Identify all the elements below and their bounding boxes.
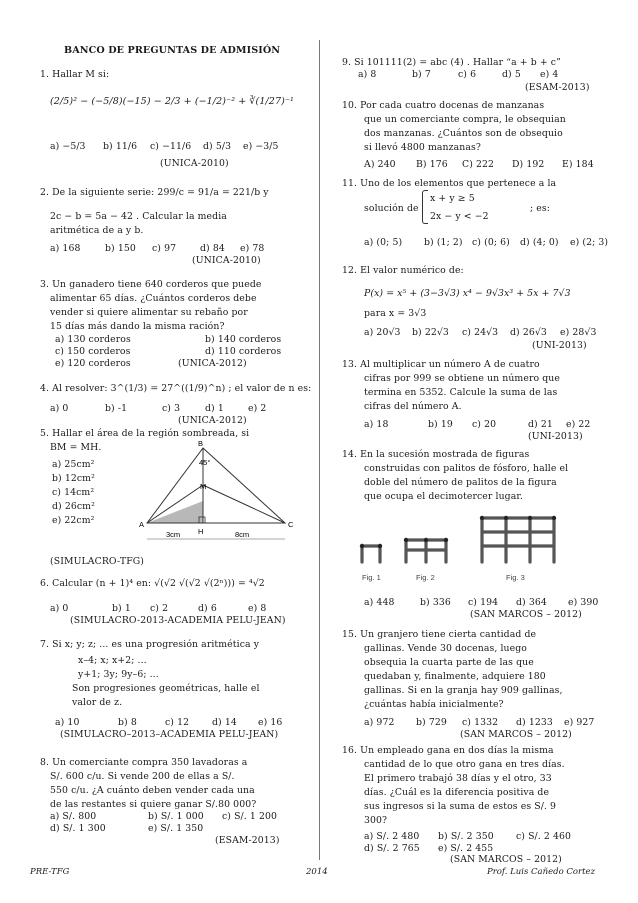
q2-option-e: e) 78 bbox=[240, 243, 265, 254]
q13-line1: 13. Al multiplicar un número A de cuatro bbox=[342, 359, 540, 370]
q12-option-e: e) 28√3 bbox=[560, 327, 597, 338]
q10-line3: dos manzanas. ¿Cuántos son de obsequio bbox=[364, 128, 563, 139]
q15-option-c: c) 1332 bbox=[462, 717, 499, 728]
q7-line1: 7. Si x; y; z; ... es una progresión aritmética y bbox=[40, 639, 260, 650]
fig2-label: Fig. 2 bbox=[416, 573, 435, 582]
label-b: B bbox=[198, 439, 204, 448]
q8-line1: 8. Un comerciante compra 350 lavadoras a bbox=[40, 757, 248, 768]
q15-option-d: d) 1233 bbox=[516, 717, 553, 728]
q16-line5: sus ingresos si la suma de estos es S/. 9 bbox=[364, 801, 557, 812]
triangle-outline bbox=[147, 448, 285, 523]
q14-matchstick-figures bbox=[354, 500, 624, 588]
q15-line3: obsequia la cuarta parte de las que bbox=[364, 657, 534, 668]
q9-option-d: d) 5 bbox=[502, 69, 521, 80]
q8-option-e: e) S/. 1 350 bbox=[148, 823, 204, 834]
q5-option-b: b) 12cm² bbox=[52, 473, 95, 484]
q10-option-c: C) 222 bbox=[462, 159, 495, 170]
q12-option-a: a) 20√3 bbox=[364, 327, 401, 338]
q16-line6: 300? bbox=[364, 815, 388, 826]
q7-option-d: d) 14 bbox=[212, 717, 237, 728]
q4-option-b: b) -1 bbox=[105, 403, 128, 414]
q2-line2: 2c − b = 5a − 42 . Calcular la media bbox=[50, 211, 227, 222]
q13-option-e: e) 22 bbox=[566, 419, 591, 430]
q4-option-e: e) 2 bbox=[248, 403, 267, 414]
q15-source: (SAN MARCOS – 2012) bbox=[460, 729, 572, 740]
q16-line3: El primero trabajó 38 días y el otro, 33 bbox=[364, 773, 552, 784]
q7-source: (SIMULACRO–2013–ACADEMIA PELU-JEAN) bbox=[60, 729, 279, 740]
q1-source: (UNICA-2010) bbox=[160, 158, 229, 169]
q8-source: (ESAM-2013) bbox=[215, 835, 280, 846]
q3-source: (UNICA-2012) bbox=[178, 358, 247, 369]
q9-option-b: b) 7 bbox=[412, 69, 431, 80]
q4-stem: 4. Al resolver: 3^(1/3) = 27^((1/9)^n) ; el valor de n es: bbox=[40, 383, 312, 394]
label-c: C bbox=[288, 520, 294, 529]
q11-option-c: c) (0; 6) bbox=[472, 237, 510, 248]
q2-line1: 2. De la siguiente serie: 299/c = 91/a = 221/b y bbox=[40, 187, 269, 198]
q11-option-b: b) (1; 2) bbox=[424, 237, 463, 248]
label-angle: 45° bbox=[199, 458, 211, 467]
q1-option-b: b) 11/6 bbox=[103, 141, 138, 152]
q3-option-b: b) 140 corderos bbox=[205, 334, 282, 345]
q3-option-d: d) 110 corderos bbox=[205, 346, 282, 357]
q2-option-a: a) 168 bbox=[50, 243, 81, 254]
q8-line3: 550 c/u. ¿A cuánto deben vender cada una bbox=[50, 785, 255, 796]
q12-expression: P(x) = x⁵ + (3−3√3) x⁴ − 9√3x³ + 5x + 7√3 bbox=[364, 288, 571, 299]
footer-left: PRE-TFG bbox=[30, 867, 70, 877]
q13-source: (UNI-2013) bbox=[528, 431, 583, 442]
q13-option-b: b) 19 bbox=[428, 419, 453, 430]
q14-option-c: c) 194 bbox=[468, 597, 499, 608]
q16-option-c: c) S/. 2 460 bbox=[516, 831, 572, 842]
footer-right: Prof. Luis Cañedo Cortez bbox=[487, 867, 595, 877]
q5-line2: BM = MH. bbox=[50, 442, 102, 453]
column-divider bbox=[319, 40, 320, 860]
q8-option-b: b) S/. 1 000 bbox=[148, 811, 204, 822]
q16-line2: cantidad de lo que otro gana en tres días. bbox=[364, 759, 565, 770]
q5-option-d: d) 26cm² bbox=[52, 501, 95, 512]
q14-source: (SAN MARCOS – 2012) bbox=[470, 609, 582, 620]
q7-line3: y+1; 3y; 9y–6; ... bbox=[78, 669, 159, 680]
q14-line2: construidas con palitos de fósforo, halle el bbox=[364, 463, 569, 474]
footer-center: 2014 bbox=[306, 867, 328, 877]
q12-line1: 12. El valor numérico de: bbox=[342, 265, 464, 276]
q2-line3: aritmética de a y b. bbox=[50, 225, 144, 236]
q10-option-e: E) 184 bbox=[562, 159, 594, 170]
q16-line1: 16. Un empleado gana en dos días la misma bbox=[342, 745, 554, 756]
q1-option-d: d) 5/3 bbox=[203, 141, 232, 152]
q3-option-e: e) 120 corderos bbox=[55, 358, 131, 369]
q11-brace bbox=[422, 190, 428, 224]
q15-line2: gallinas. Vende 30 docenas, luego bbox=[364, 643, 527, 654]
q1-expression: (2/5)² − (−5/8)(−15) − 2/3 + (−1/2)⁻² + ∛(1/27)⁻¹ bbox=[50, 96, 294, 107]
q3-line1: 3. Un ganadero tiene 640 corderos que puede bbox=[40, 279, 262, 290]
q8-line2: S/. 600 c/u. Si vende 200 de ellas a S/. bbox=[50, 771, 235, 782]
q11-system-suffix: ; es: bbox=[530, 203, 550, 214]
q16-option-a: a) S/. 2 480 bbox=[364, 831, 420, 842]
q15-line6: ¿cuántas había inicialmente? bbox=[364, 699, 504, 710]
q5-triangle-figure bbox=[135, 435, 295, 550]
q14-option-d: d) 364 bbox=[516, 597, 547, 608]
q6-option-d: d) 6 bbox=[198, 603, 217, 614]
q15-line4: quedaban y, finalmente, adquiere 180 bbox=[364, 671, 546, 682]
q4-option-c: c) 3 bbox=[162, 403, 181, 414]
q7-option-e: e) 16 bbox=[258, 717, 283, 728]
q4-source: (UNICA-2012) bbox=[178, 415, 247, 426]
q5-option-c: c) 14cm² bbox=[52, 487, 95, 498]
q1-stem: 1. Hallar M si: bbox=[40, 69, 110, 80]
q11-eq2: 2x − y < −2 bbox=[430, 211, 489, 222]
q3-line4: 15 días más dando la misma ración? bbox=[50, 321, 225, 332]
q3-line3: vender si quiere alimentar su rebaño por bbox=[50, 307, 248, 318]
q16-line4: días. ¿Cuál es la diferencia positiva de bbox=[364, 787, 550, 798]
q15-option-b: b) 729 bbox=[416, 717, 447, 728]
bm-line bbox=[203, 485, 285, 523]
q10-line4: si llevó 4800 manzanas? bbox=[364, 142, 481, 153]
q12-option-d: d) 26√3 bbox=[510, 327, 547, 338]
q9-option-a: a) 8 bbox=[358, 69, 377, 80]
fig2-sticks bbox=[406, 540, 446, 562]
q12-source: (UNI-2013) bbox=[532, 340, 587, 351]
q2-option-b: b) 150 bbox=[105, 243, 136, 254]
q12-option-c: c) 24√3 bbox=[462, 327, 499, 338]
label-h: H bbox=[198, 527, 204, 536]
q13-line3: termina en 5352. Calcule la suma de las bbox=[364, 387, 558, 398]
q1-option-a: a) −5/3 bbox=[50, 141, 86, 152]
q8-option-a: a) S/. 800 bbox=[50, 811, 97, 822]
q11-option-d: d) (4; 0) bbox=[520, 237, 559, 248]
q11-option-a: a) (0; 5) bbox=[364, 237, 403, 248]
q14-option-a: a) 448 bbox=[364, 597, 395, 608]
q9-source: (ESAM-2013) bbox=[525, 82, 590, 93]
q8-option-d: d) S/. 1 300 bbox=[50, 823, 106, 834]
q14-option-e: e) 390 bbox=[568, 597, 599, 608]
page-title: BANCO DE PREGUNTAS DE ADMISIÓN bbox=[64, 45, 281, 56]
q4-option-a: a) 0 bbox=[50, 403, 69, 414]
q6-option-b: b) 1 bbox=[112, 603, 131, 614]
fig1-sticks bbox=[362, 546, 380, 562]
q14-option-b: b) 336 bbox=[420, 597, 451, 608]
q14-line1: 14. En la sucesión mostrada de figuras bbox=[342, 449, 530, 460]
q15-line1: 15. Un granjero tiene cierta cantidad de bbox=[342, 629, 537, 640]
q14-line4: que ocupa el decimotercer lugar. bbox=[364, 491, 523, 502]
fig3-label: Fig. 3 bbox=[506, 573, 525, 582]
q13-option-d: d) 21 bbox=[528, 419, 553, 430]
q3-option-a: a) 130 corderos bbox=[55, 334, 131, 345]
q3-option-c: c) 150 corderos bbox=[55, 346, 131, 357]
q9-option-e: e) 4 bbox=[540, 69, 559, 80]
q7-option-b: b) 8 bbox=[118, 717, 137, 728]
q11-option-e: e) (2; 3) bbox=[570, 237, 609, 248]
label-a: A bbox=[139, 520, 145, 529]
q16-source: (SAN MARCOS – 2012) bbox=[450, 854, 562, 865]
q10-option-a: A) 240 bbox=[364, 159, 396, 170]
q7-line5: valor de z. bbox=[72, 697, 123, 708]
q16-option-d: d) S/. 2 765 bbox=[364, 843, 420, 854]
q5-option-a: a) 25cm² bbox=[52, 459, 95, 470]
label-8cm: 8cm bbox=[235, 530, 250, 539]
q12-para: para x = 3√3 bbox=[364, 308, 427, 319]
q16-option-b: b) S/. 2 350 bbox=[438, 831, 494, 842]
q6-stem: 6. Calcular (n + 1)⁴ en: √(√2 √(√2 √(2ⁿ))) = ⁴√2 bbox=[40, 578, 265, 589]
q8-option-c: c) S/. 1 200 bbox=[222, 811, 278, 822]
q11-system-prefix: solución de bbox=[364, 203, 419, 214]
q2-option-c: c) 97 bbox=[152, 243, 177, 254]
q2-option-d: d) 84 bbox=[200, 243, 225, 254]
q5-source: (SIMULACRO-TFG) bbox=[50, 556, 145, 567]
q10-option-d: D) 192 bbox=[512, 159, 545, 170]
q7-line4: Son progresiones geométricas, halle el bbox=[72, 683, 260, 694]
q11-eq1: x + y ≥ 5 bbox=[430, 193, 475, 204]
q6-option-a: a) 0 bbox=[50, 603, 69, 614]
fig1-label: Fig. 1 bbox=[362, 573, 381, 582]
q13-line2: cifras por 999 se obtiene un número que bbox=[364, 373, 560, 384]
q13-line4: cifras del número A. bbox=[364, 401, 462, 412]
q16-option-e: e) S/. 2 455 bbox=[438, 843, 494, 854]
q15-line5: gallinas. Si en la granja hay 909 gallinas, bbox=[364, 685, 563, 696]
label-3cm: 3cm bbox=[166, 530, 181, 539]
q13-option-c: c) 20 bbox=[472, 419, 497, 430]
q13-option-a: a) 18 bbox=[364, 419, 389, 430]
q6-option-c: c) 2 bbox=[150, 603, 169, 614]
q1-option-e: e) −3/5 bbox=[243, 141, 279, 152]
q3-line2: alimentar 65 días. ¿Cuántos corderos debe bbox=[50, 293, 257, 304]
q14-line3: doble del número de palitos de la figura bbox=[364, 477, 557, 488]
q6-source: (SIMULACRO-2013-ACADEMIA PELU-JEAN) bbox=[70, 615, 286, 626]
q10-line1: 10. Por cada cuatro docenas de manzanas bbox=[342, 100, 545, 111]
label-m: M bbox=[200, 482, 207, 491]
fig3-sticks bbox=[482, 518, 554, 562]
q10-line2: que un comerciante compra, le obsequian bbox=[364, 114, 566, 125]
q2-source: (UNICA-2010) bbox=[192, 255, 261, 266]
q9-option-c: c) 6 bbox=[458, 69, 477, 80]
q6-option-e: e) 8 bbox=[248, 603, 267, 614]
q12-option-b: b) 22√3 bbox=[412, 327, 449, 338]
q7-line2: x–4; x; x+2; ... bbox=[78, 655, 147, 666]
q10-option-b: B) 176 bbox=[416, 159, 448, 170]
q15-option-e: e) 927 bbox=[564, 717, 595, 728]
q15-option-a: a) 972 bbox=[364, 717, 395, 728]
q1-option-c: c) −11/6 bbox=[150, 141, 192, 152]
q11-line1: 11. Uno de los elementos que pertenece a la bbox=[342, 178, 557, 189]
q4-option-d: d) 1 bbox=[205, 403, 224, 414]
q5-line1: 5. Hallar el área de la región sombreada, si bbox=[40, 428, 250, 439]
q8-line4: de las restantes si quiere ganar S/.80 000? bbox=[50, 799, 257, 810]
q9-stem: 9. Si 101111(2) = abc (4) . Hallar “a + b + c” bbox=[342, 57, 561, 68]
q7-option-c: c) 12 bbox=[165, 717, 190, 728]
q5-option-e: e) 22cm² bbox=[52, 515, 95, 526]
q7-option-a: a) 10 bbox=[55, 717, 80, 728]
